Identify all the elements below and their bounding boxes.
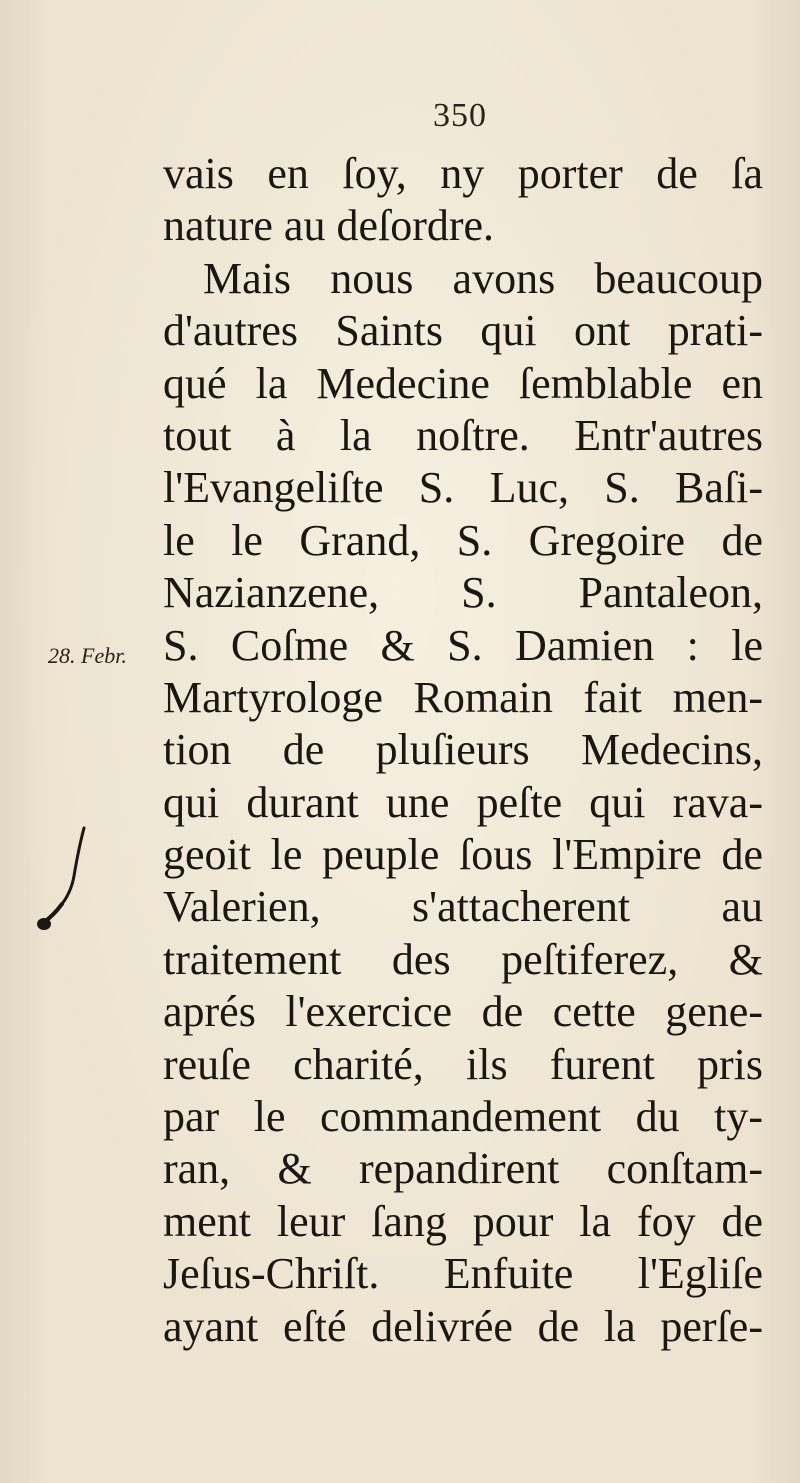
text-line: le le Grand, S. Gregoire de [163, 515, 763, 565]
text-line: nature au deſordre. [163, 201, 495, 251]
text-line: Martyrologe Romain fait men- [163, 672, 763, 722]
text-line: aprés l'exercice de cette gene- [163, 987, 763, 1037]
margin-note-date: 28. Febr. [48, 643, 127, 668]
ink-flourish-mark [22, 818, 112, 958]
text-line: ran, & repandirent conſtam- [163, 1144, 763, 1194]
text-line: d'autres Saints qui ont prati- [163, 306, 763, 356]
text-line: ayant eſté delivrée de la perſe- [163, 1301, 763, 1351]
text-line: l'Evangeliſte S. Luc, S. Baſi- [163, 463, 763, 513]
text-line: Mais nous avons beaucoup [203, 253, 763, 303]
text-line: S. Coſme & S. Damien : le [163, 620, 763, 670]
text-line: vais en ſoy, ny porter de ſa [163, 149, 763, 198]
text-line: tion de pluſieurs Medecins, [163, 725, 763, 775]
text-line: Valerien, s'attacherent au [163, 882, 763, 932]
text-line: geoit le peuple ſous l'Empire de [163, 830, 763, 880]
text-line: ment leur ſang pour la foy de [163, 1196, 763, 1246]
text-line: reuſe charité, ils furent pris [163, 1039, 763, 1089]
text-line: Jeſus-Chriſt. Enfuite l'Egliſe [163, 1249, 763, 1299]
text-line: qué la Medecine ſemblable en [163, 358, 763, 408]
text-line: traitement des peſtiferez, & [163, 934, 763, 984]
text-line: Nazianzene, S. Pantaleon, [163, 568, 763, 618]
text-line: qui durant une peſte qui rava- [163, 777, 763, 827]
text-line: tout à la noſtre. Entr'autres [163, 410, 763, 460]
page-number: 350 [433, 97, 487, 134]
text-line: par le commandement du ty- [163, 1092, 763, 1142]
body-text [163, 148, 763, 1353]
